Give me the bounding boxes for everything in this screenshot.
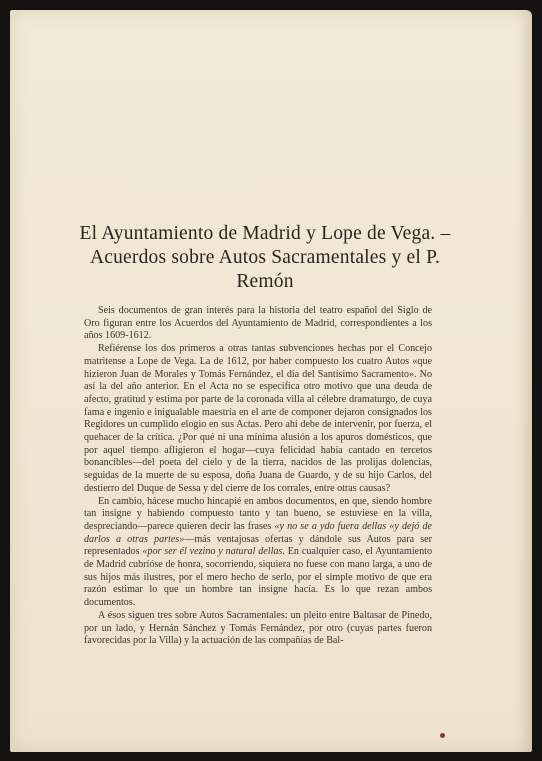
paragraph (84, 496, 432, 610)
article-body (84, 305, 432, 648)
italic-quote: «y no se a ydo fuera dellas «y dejó de darlos a otras partes» (84, 520, 432, 545)
text-run: En cambio, hácese mucho hincapié en ambos documentos, en que, siendo hombre tan insigne y habiendo compuesto tanto y tan bueno, se estuviese en la villa, despreciando—parece quieren decir las frases (84, 495, 432, 532)
paragraph (84, 305, 432, 343)
page-title: El Ayuntamiento de Madrid y Lope de Vega. – Acuerdos sobre Autos Sacramentales y el P. Remón (79, 223, 451, 292)
text-run: Seis documentos de gran interés para la historia del teatro español del Siglo de Oro figuran entre los Acuerdos del Ayuntamiento de Madrid, correspondientes a los años 1609-1612. (84, 305, 432, 342)
text-run: En cualquier caso, el Ayuntamiento de Madrid cubríóse de honra, socorriendo, siquiera no fuese con mano larga, a uno de sus hijos más ilustres, por el mero hecho de serlo, por el simple motivo de que era razón estimar lo que un hombre tan insigne hacía. Es lo que rezan ambos documentos. (84, 546, 432, 609)
text-run: —más ventajosas ofertas y dándole sus Autos para ser representados (84, 533, 432, 558)
paragraph (84, 610, 432, 648)
stain-mark (440, 733, 445, 738)
text-run: Refiérense los dos primeros a otras tantas subvenciones hechas por el Concejo matritense a Lope de Vega. La de 1612, por haber compuesto los cuatro Autos «que hizieron Juan de Morales y Tomás Fernández, el día del Santísimo Sacramento». No así la del año anterior. En el Acta no se especifica otro motivo que una deuda de afecto, gratitud y estima por parte de la coronada villa al célebre dramaturgo, de cuya fama e ingenio e inigualable maestría en el arte de componer dejaron consignados los Regidores un cumplido elogio en sus Actas. Pero ahí debe de intervenir, por fuerza, el quehacer de la crítica. ¿Por qué ni una mínima alusión a los apuros domésticos, que por aquel tiempo afligieron el hogar—cuya felicidad había cantado en tercetos bonancibles—del poeta del cielo y de la tierra, nacidos de las prolijas dolencias, seguidas de la muerte de su esposa, doña Juana de Guardo, y de su hijo Carlos, del destierro del Duque de Sessa y del cierre de los corrales, entre otras causas? (84, 343, 432, 494)
text-run: A ésos siguen tres sobre Autos Sacramentales: un pleito entre Baltasar de Pinedo, por un lado, y Hernán Sánchez y Tomás Fernández, por otro (cuyas partes fueron favorecidas por la Villa) y la actuación de las compañías de Bal- (84, 609, 432, 647)
italic-quote: «por ser él vezino y natural dellas. (142, 546, 285, 558)
paragraph (84, 343, 432, 495)
